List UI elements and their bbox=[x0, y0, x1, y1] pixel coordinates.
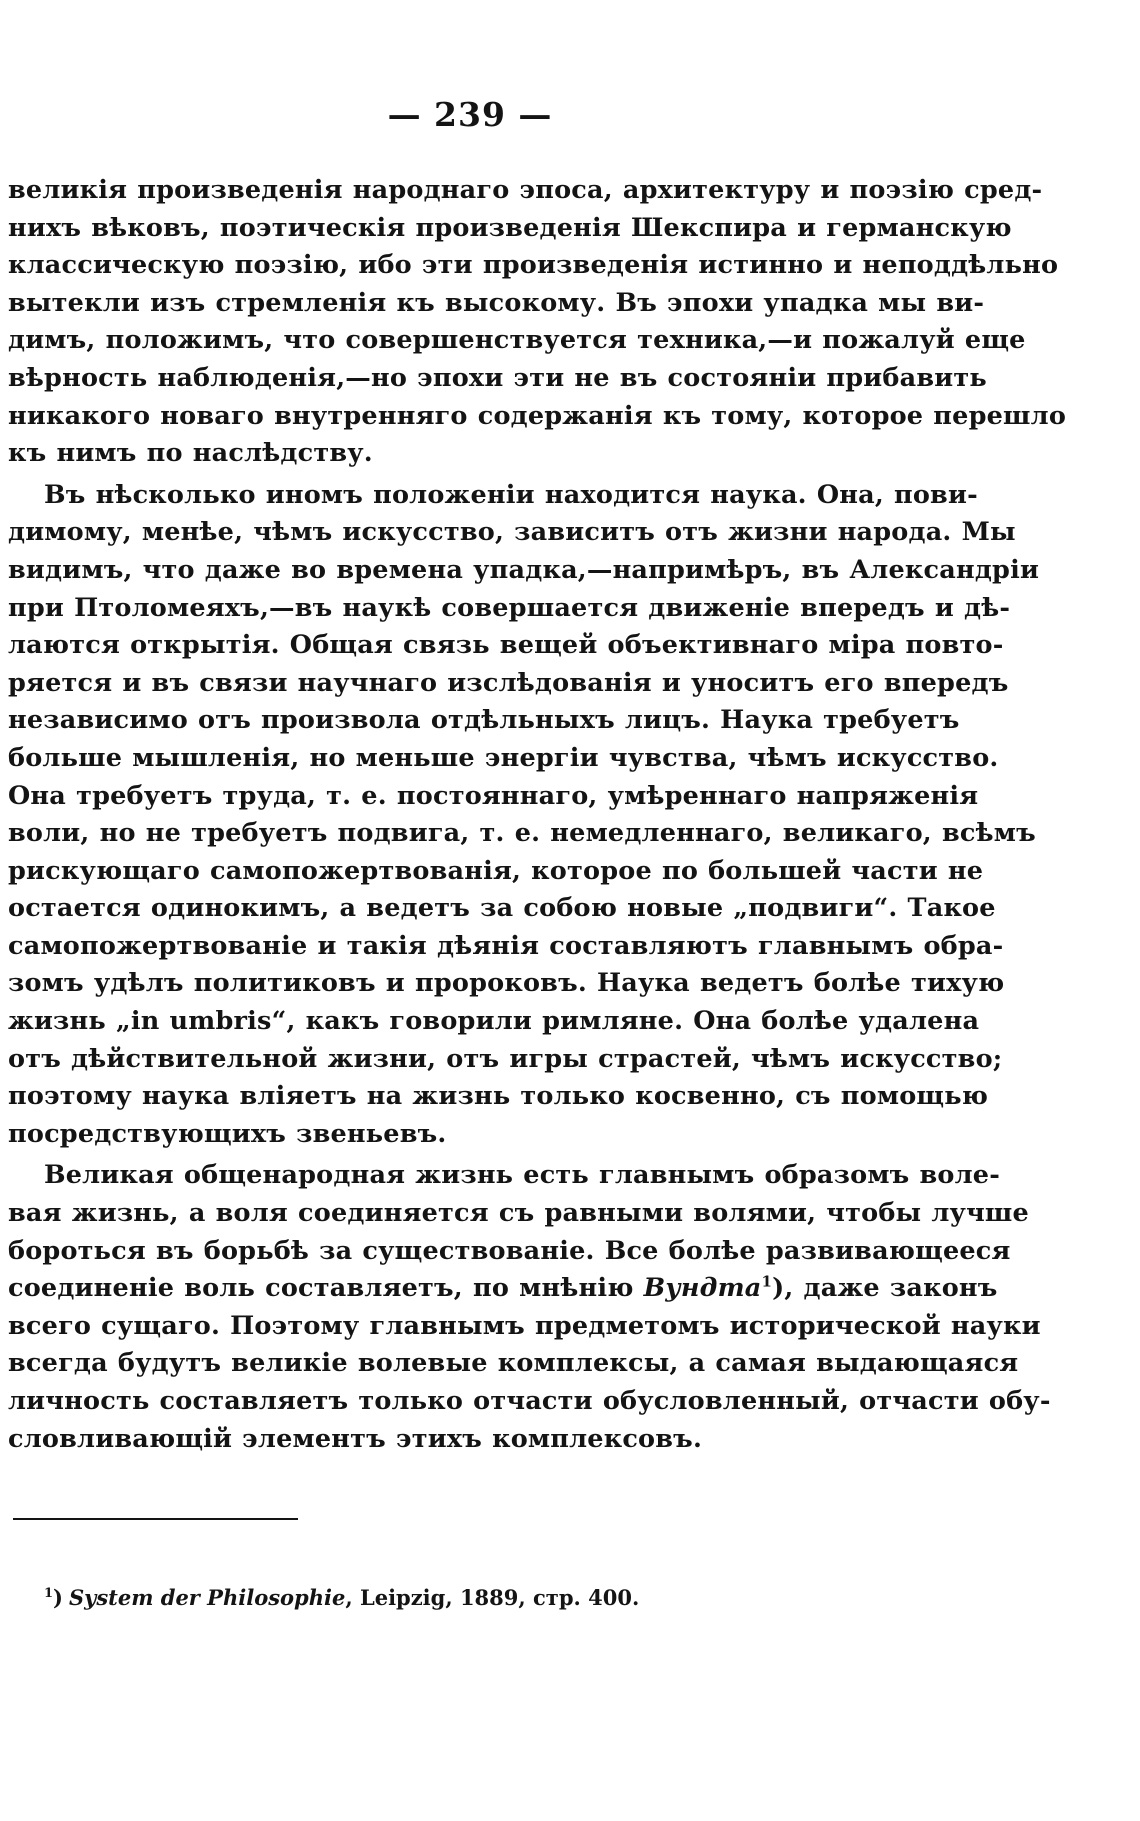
text-line: поэтому наука вліяетъ на жизнь только косвенно, съ помощью bbox=[8, 1081, 989, 1112]
page-number: — 239 — bbox=[387, 95, 553, 134]
text-line: классическую поэзію, ибо эти произведенія истинно и неподдѣльно bbox=[8, 250, 1059, 281]
text-line: великія произведенія народнаго эпоса, архитектуру и поэзію сред- bbox=[8, 175, 1043, 205]
text-line: къ нимъ по наслѣдству. bbox=[8, 438, 373, 469]
text-line: вѣрность наблюденія,—но эпохи эти не въ состояніи прибавить bbox=[8, 362, 987, 393]
text-line: словливающій элементъ этихъ комплексовъ. bbox=[8, 1423, 703, 1454]
author-name-wundt: Вундта bbox=[643, 1273, 762, 1304]
body-text bbox=[8, 172, 1067, 1458]
text-line: остается одинокимъ, а ведетъ за собою новые „подвиги“. Такое bbox=[8, 893, 996, 924]
footnote-bracket: ) bbox=[53, 1585, 63, 1610]
wundt-after: ), даже законъ bbox=[772, 1273, 998, 1304]
text-line-wundt bbox=[8, 1270, 998, 1308]
text-line: Въ нѣсколько иномъ положеніи находится наука. Она, пови- bbox=[44, 479, 978, 510]
text-line: бороться въ борьбѣ за существованіе. Все болѣе развивающееся bbox=[8, 1235, 1011, 1266]
text-line: никакого новаго внутренняго содержанія къ тому, которое перешло bbox=[8, 400, 1067, 431]
text-line: личность составляетъ только отчасти обусловленный, отчасти обу- bbox=[8, 1386, 1051, 1416]
text-line: вая жизнь, а воля соединяется съ равными волями, чтобы лучше bbox=[8, 1198, 1029, 1229]
text-line: видимъ, что даже во времена упадка,—напримѣръ, въ Александріи bbox=[8, 554, 1040, 585]
text-line: лаются открытія. Общая связь вещей объективнаго міра повто- bbox=[8, 630, 1004, 661]
footnote-citation: , Leipzig, 1889, стр. 400. bbox=[345, 1585, 640, 1610]
text-line: самопожертвованіе и такія дѣянія составляютъ главнымъ обра- bbox=[8, 930, 1004, 961]
text-line: вытекли изъ стремленія къ высокому. Въ эпохи упадка мы ви- bbox=[8, 287, 985, 318]
text-line: независимо отъ произвола отдѣльныхъ лицъ. Наука требуетъ bbox=[8, 705, 960, 736]
footnote-mark: 1 bbox=[44, 1586, 54, 1601]
text-line: нихъ вѣковъ, поэтическія произведенія Шекспира и германскую bbox=[8, 212, 1012, 243]
text-line: всегда будутъ великіе волевые комплексы, а самая выдающаяся bbox=[8, 1348, 1019, 1379]
text-line: ряется и въ связи научнаго изслѣдованія и уноситъ его впередъ bbox=[8, 667, 1009, 698]
text-line: жизнь „in umbris“, какъ говорили римляне. Она болѣе удалена bbox=[8, 1006, 980, 1037]
text-line: Она требуетъ труда, т. е. постояннаго, умѣреннаго напряженія bbox=[8, 780, 979, 811]
footnote-reference[interactable]: 1 bbox=[761, 1272, 773, 1291]
wundt-before: соединеніе воль составляетъ, по мнѣнію bbox=[8, 1273, 644, 1304]
footnote bbox=[44, 1585, 639, 1610]
text-line: зомъ удѣлъ политиковъ и пророковъ. Наука ведетъ болѣе тихую bbox=[8, 968, 1005, 999]
text-line: Великая общенародная жизнь есть главнымъ образомъ воле- bbox=[44, 1160, 1001, 1191]
text-line: больше мышленія, но меньше энергіи чувства, чѣмъ искусство. bbox=[8, 742, 999, 773]
footnote-divider bbox=[13, 1518, 298, 1520]
text-line: отъ дѣйствительной жизни, отъ игры страстей, чѣмъ искусство; bbox=[8, 1043, 1003, 1074]
text-line: посредствующихъ звеньевъ. bbox=[8, 1118, 447, 1149]
text-line: всего сущаго. Поэтому главнымъ предметомъ исторической науки bbox=[8, 1310, 1041, 1341]
footnote-title: System der Philosophie bbox=[68, 1585, 346, 1610]
text-line: рискующаго самопожертвованія, которое по большей части не bbox=[8, 855, 984, 886]
text-line: димому, менѣе, чѣмъ искусство, зависитъ отъ жизни народа. Мы bbox=[8, 517, 1016, 548]
text-line: при Птоломеяхъ,—въ наукѣ совершается движеніе впередъ и дѣ- bbox=[8, 592, 1011, 623]
text-line: воли, но не требуетъ подвига, т. е. немедленнаго, великаго, всѣмъ bbox=[8, 818, 1036, 849]
text-line: димъ, положимъ, что совершенствуется техника,—и пожалуй еще bbox=[8, 325, 1026, 356]
